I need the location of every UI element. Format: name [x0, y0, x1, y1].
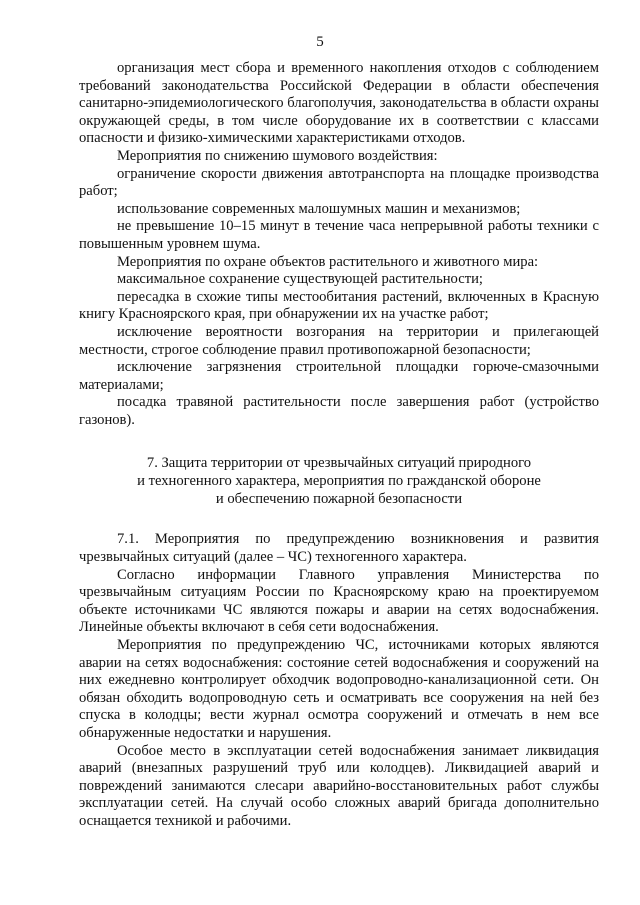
section-heading-line: 7. Защита территории от чрезвычайных ситуаций природного: [146, 455, 532, 472]
paragraph: не превышение 10–15 минут в течение часа непрерывной работы техники с повышенным уровнем шума.: [79, 218, 599, 252]
paragraph: организация мест сбора и временного накопления отходов с соблюдением требований законодательства Российской Федерации в области обеспечения санитарно-эпидемиологического благополучия, законодательства в области охраны окружающей среды, в том числе оборудование их в соответствии с классами опасности и физико-химическими характеристиками отходов.: [79, 60, 599, 147]
paragraph: исключение вероятности возгорания на территории и прилегающей местности, строгое соблюдение правил противопожарной безопасности;: [79, 323, 599, 358]
paragraph: посадка травяной растительности после завершения работ (устройство газонов).: [79, 394, 599, 428]
section-heading: [79, 454, 599, 508]
paragraph: Мероприятия по снижению шумового воздействия:: [117, 147, 438, 164]
paragraph: использование современных малошумных машин и механизмов;: [117, 200, 521, 217]
paragraph: 7.1. Мероприятия по предупреждению возникновения и развития чрезвычайных ситуаций (далее – ЧС) техногенного характера.: [79, 531, 599, 566]
paragraph: пересадка в схожие типы местообитания растений, включенных в Красную книгу Красноярского края, при обнаружении их на участке работ;: [79, 288, 599, 323]
paragraph: максимальное сохранение существующей растительности;: [117, 271, 483, 288]
section-body: [79, 531, 599, 830]
paragraph: Согласно информации Главного управления Министерства по чрезвычайным ситуациям России по Красноярскому краю на проектируемом объекте источниками ЧС являются пожары и аварии на сетях водоснабжения. Линейные объекты включают в себя сети водоснабжения.: [79, 566, 599, 636]
page-number: 5: [316, 34, 324, 50]
section-heading-line: и техногенного характера, мероприятия по гражданской обороне: [137, 473, 541, 490]
paragraph: Мероприятия по охране объектов растительного и животного мира:: [117, 253, 539, 270]
paragraph: Мероприятия по предупреждению ЧС, источниками которых являются аварии на сетях водоснабжения: состояние сетей водоснабжения и сооружений на них ежедневно контролирует обходчик водопроводно-канализационной сети. Он обязан обходить водопроводную сеть и осматривать все сооружения на ней без спуска в колодцы; вести журнал осмотра сооружений и отмечать в нем все обнаруженные недостатки и нарушения.: [79, 637, 599, 741]
paragraph: ограничение скорости движения автотранспорта на площадке производства работ;: [79, 165, 599, 200]
section-heading-line: и обеспечению пожарной безопасности: [215, 491, 463, 508]
document-body: [79, 60, 599, 831]
paragraph: Особое место в эксплуатации сетей водоснабжения занимает ликвидация аварий (внезапных разрушений труб или колодцев). Ликвидацией аварий и повреждений занимаются слесари аварийно-восстановительных работ службы эксплуатации сетей. На случай особо сложных аварий бригада дополнительно оснащается техникой и рабочими.: [79, 742, 599, 829]
paragraph: исключение загрязнения строительной площадки горюче-смазочными материалами;: [79, 359, 599, 393]
